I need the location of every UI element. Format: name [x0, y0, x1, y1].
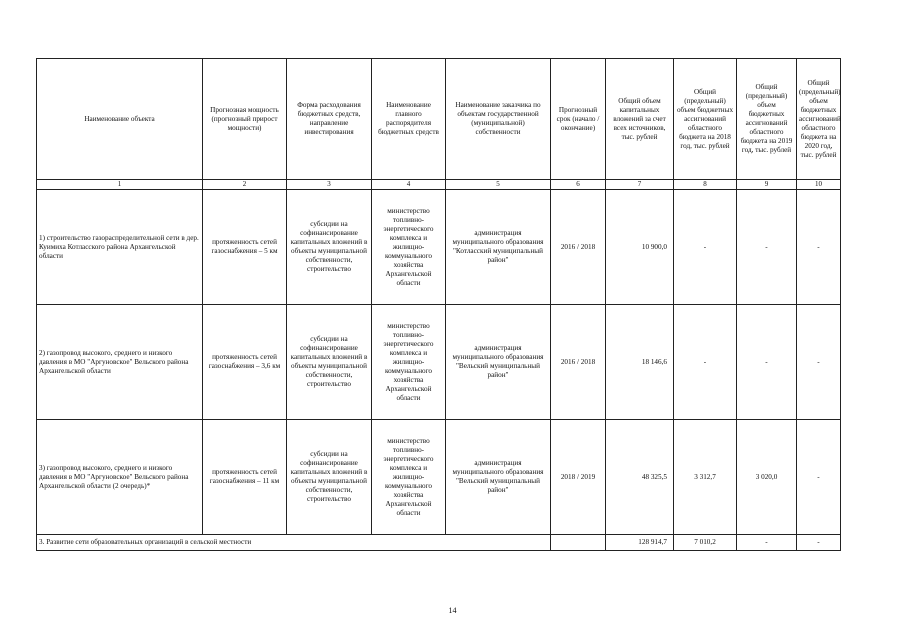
spending-form-cell: субсидии на софинансирование капитальных вложений в объекты муниципальной собственности, строительство	[287, 305, 372, 420]
budget-2019-cell: -	[737, 305, 797, 420]
table-row	[37, 190, 841, 305]
section-term-cell	[551, 535, 606, 551]
term-cell: 2016 / 2018	[551, 305, 606, 420]
column-number: 4	[372, 180, 446, 190]
header-row	[37, 59, 841, 180]
budget-manager-cell: министерство топливно-энергетического комплекса и жилищно-коммунального хозяйства Архангельской области	[372, 190, 446, 305]
object-name-cell: 2) газопровод высокого, среднего и низкого давления в МО "Аргуновское" Вельского района Архангельской области	[37, 305, 203, 420]
section-2019-cell: -	[737, 535, 797, 551]
column-number: 5	[446, 180, 551, 190]
column-number: 8	[674, 180, 737, 190]
header-customer: Наименование заказчика по объектам государственной (муниципальной) собственности	[446, 59, 551, 180]
column-number: 3	[287, 180, 372, 190]
column-number-row	[37, 180, 841, 190]
header-budget-manager: Наименование главного распорядителя бюджетных средств	[372, 59, 446, 180]
section-2020-cell: -	[797, 535, 841, 551]
customer-cell: администрация муниципального образования "Котласский муниципальный район"	[446, 190, 551, 305]
column-number: 6	[551, 180, 606, 190]
header-spending-form: Форма расходования бюджетных средств, направление инвестирования	[287, 59, 372, 180]
budget-2020-cell: -	[797, 420, 841, 535]
term-cell: 2018 / 2019	[551, 420, 606, 535]
header-term: Прогнозный срок (начало / окончание)	[551, 59, 606, 180]
section-total-row	[37, 535, 841, 551]
budget-2020-cell: -	[797, 190, 841, 305]
total-investment-cell: 48 325,5	[606, 420, 674, 535]
spending-form-cell: субсидии на софинансирование капитальных вложений в объекты муниципальной собственности, строительство	[287, 420, 372, 535]
capacity-cell: протяженность сетей газоснабжения – 11 км	[203, 420, 287, 535]
page-number: 14	[448, 606, 457, 615]
budget-2019-cell: 3 020,0	[737, 420, 797, 535]
object-name-cell: 3) газопровод высокого, среднего и низкого давления в МО "Аргуновское" Вельского района Архангельской области (2 очередь)*	[37, 420, 203, 535]
column-number: 1	[37, 180, 203, 190]
budget-2018-cell: 3 312,7	[674, 420, 737, 535]
header-capacity: Прогнозная мощность (прогнозный прирост мощности)	[203, 59, 287, 180]
term-cell: 2016 / 2018	[551, 190, 606, 305]
spending-form-cell: субсидии на софинансирование капитальных вложений в объекты муниципальной собственности, строительство	[287, 190, 372, 305]
section-2018-cell: 7 010,2	[674, 535, 737, 551]
customer-cell: администрация муниципального образования "Вельский муниципальный район"	[446, 420, 551, 535]
budget-manager-cell: министерство топливно-энергетического комплекса и жилищно-коммунального хозяйства Архангельской области	[372, 420, 446, 535]
header-object-name: Наименование объекта	[37, 59, 203, 180]
object-name-cell: 1) строительство газораспределительной сети в дер. Куимиха Котласского района Архангельской области	[37, 190, 203, 305]
header-budget-2020: Общий (предельный) объем бюджетных ассигнований областного бюджета на 2020 год, тыс. рублей	[797, 59, 841, 180]
total-investment-cell: 10 900,0	[606, 190, 674, 305]
column-number: 10	[797, 180, 841, 190]
section-title-cell: 3. Развитие сети образовательных организаций в сельской местности	[37, 535, 551, 551]
capacity-cell: протяженность сетей газоснабжения – 5 км	[203, 190, 287, 305]
budget-2020-cell: -	[797, 305, 841, 420]
table-row	[37, 305, 841, 420]
budget-2018-cell: -	[674, 190, 737, 305]
customer-cell: администрация муниципального образования "Вельский муниципальный район"	[446, 305, 551, 420]
capital-investment-table	[36, 58, 841, 551]
section-total-cell: 128 914,7	[606, 535, 674, 551]
capacity-cell: протяженность сетей газоснабжения – 3,6 км	[203, 305, 287, 420]
header-budget-2019: Общий (предельный) объем бюджетных ассигнований областного бюджета на 2019 год, тыс. рублей	[737, 59, 797, 180]
budget-manager-cell: министерство топливно-энергетического комплекса и жилищно-коммунального хозяйства Архангельской области	[372, 305, 446, 420]
budget-2019-cell: -	[737, 190, 797, 305]
header-total-investment: Общий объем капитальных вложений за счет всех источников, тыс. рублей	[606, 59, 674, 180]
table-row	[37, 420, 841, 535]
column-number: 2	[203, 180, 287, 190]
budget-2018-cell: -	[674, 305, 737, 420]
header-budget-2018: Общий (предельный) объем бюджетных ассигнований областного бюджета на 2018 год, тыс. рублей	[674, 59, 737, 180]
total-investment-cell: 18 146,6	[606, 305, 674, 420]
column-number: 7	[606, 180, 674, 190]
column-number: 9	[737, 180, 797, 190]
